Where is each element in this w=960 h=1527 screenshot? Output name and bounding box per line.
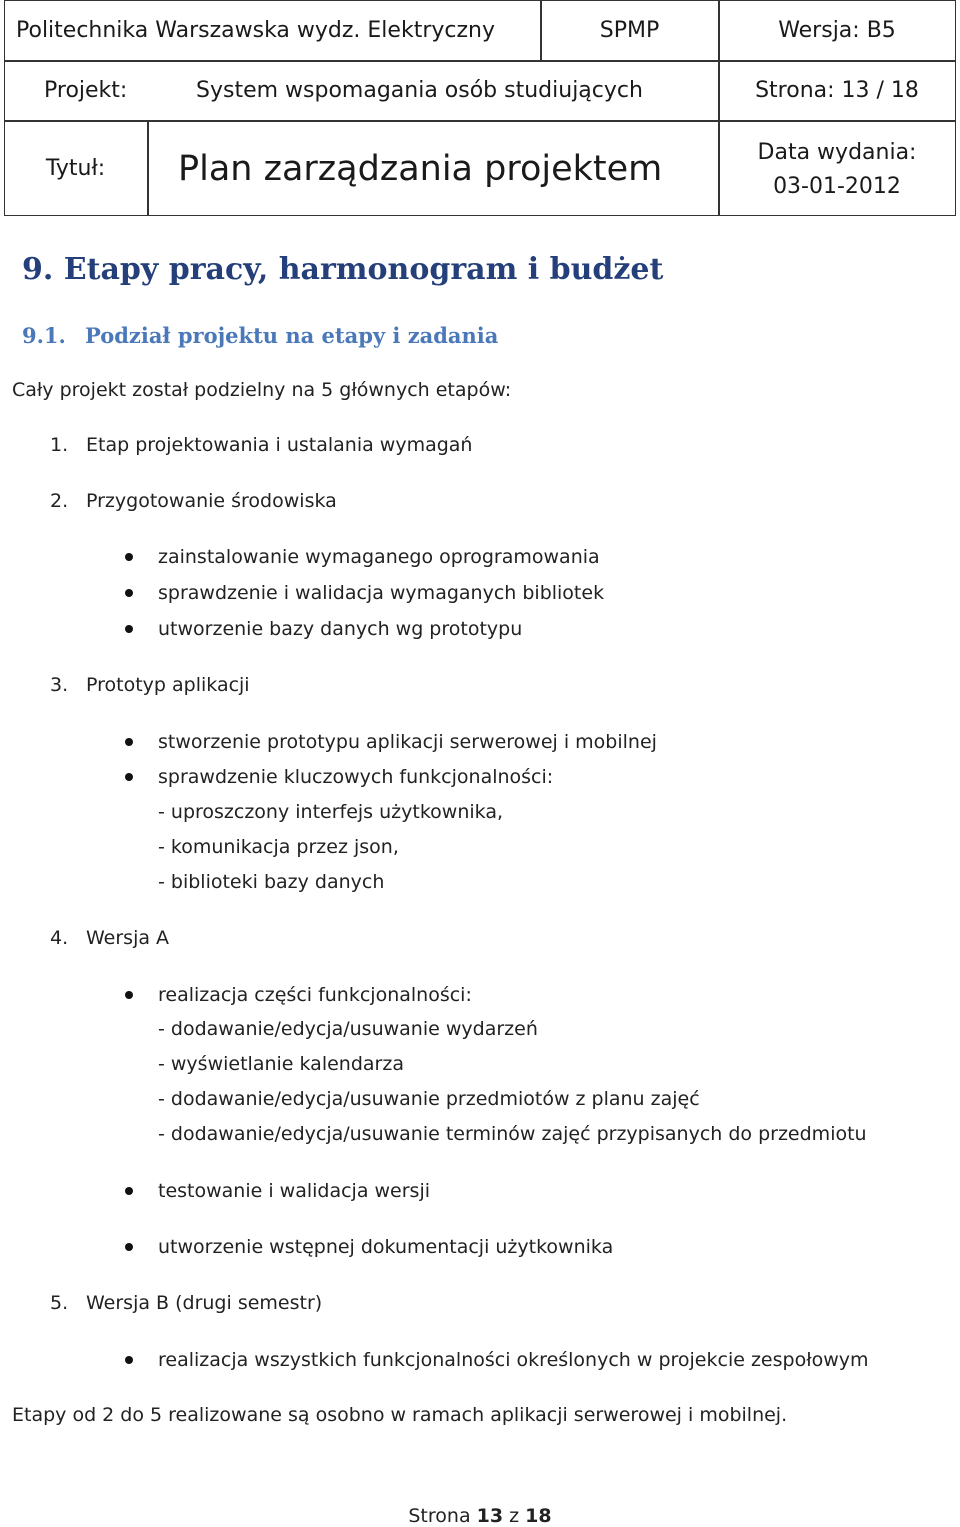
list-subitem: - komunikacja przez json, [158,836,399,858]
list-item: sprawdzenie kluczowych funkcjonalności: [158,766,554,788]
stage-number: 2. [50,490,69,512]
stage-label: Wersja A [86,927,170,949]
subsection-title: Podział projektu na etapy i zadania [85,323,499,348]
page-info: Strona: 13 / 18 [755,78,919,103]
intro-paragraph: Cały projekt został podzielny na 5 głównych etapów: [12,379,512,401]
footer-prefix: Strona [408,1505,471,1527]
issue-date: 03-01-2012 [773,173,901,199]
header-col-divider [147,120,149,216]
stage-number: 4. [50,927,69,949]
list-item: realizacja części funkcjonalności: [158,984,472,1006]
list-subitem: - biblioteki bazy danych [158,871,385,893]
bullet-icon [125,1187,133,1195]
title-label: Tytuł: [45,156,106,181]
list-item: sprawdzenie i walidacja wymaganych bibliotek [158,582,605,604]
list-subitem: - dodawanie/edycja/usuwanie terminów zajęć przypisanych do przedmiotu [158,1123,867,1145]
subsection-number: 9.1. [22,323,66,348]
list-item: testowanie i walidacja wersji [158,1180,431,1202]
list-item: zainstalowanie wymaganego oprogramowania [158,546,600,568]
institution-name: Politechnika Warszawska wydz. Elektryczny [16,17,495,43]
closing-paragraph: Etapy od 2 do 5 realizowane są osobno w ramach aplikacji serwerowej i mobilnej. [12,1404,788,1426]
stage-number: 5. [50,1292,69,1314]
bullet-icon [125,773,133,781]
stage-label: Wersja B (drugi semestr) [86,1292,323,1314]
project-label: Projekt: [44,78,128,103]
bullet-icon [125,991,133,999]
subsection-heading [22,323,498,348]
document-code: SPMP [599,17,660,43]
stage-label: Przygotowanie środowiska [86,490,337,512]
document-version: Wersja: B5 [778,17,896,43]
document-title: Plan zarządzania projektem [178,148,663,189]
bullet-icon [125,625,133,633]
bullet-icon [125,553,133,561]
list-subitem: - dodawanie/edycja/usuwanie przedmiotów z planu zajęć [158,1088,700,1110]
stage-number: 1. [50,434,69,456]
stage-number: 3. [50,674,69,696]
page-footer [0,1505,960,1527]
list-subitem: - dodawanie/edycja/usuwanie wydarzeń [158,1018,538,1040]
list-item: utworzenie wstępnej dokumentacji użytkownika [158,1236,614,1258]
footer-separator: z [509,1505,520,1527]
bullet-icon [125,738,133,746]
issue-date-label: Data wydania: [757,139,917,165]
list-item: realizacja wszystkich funkcjonalności określonych w projekcie zespołowym [158,1349,869,1371]
stage-label: Etap projektowania i ustalania wymagań [86,434,473,456]
bullet-icon [125,1243,133,1251]
footer-current-page: 13 [476,1505,504,1527]
list-item: stworzenie prototypu aplikacji serwerowej i mobilnej [158,731,657,753]
section-heading: 9. Etapy pracy, harmonogram i budżet [22,252,664,287]
stage-label: Prototyp aplikacji [86,674,250,696]
project-name: System wspomagania osób studiujących [196,78,643,103]
list-subitem: - wyświetlanie kalendarza [158,1053,404,1075]
bullet-icon [125,589,133,597]
footer-total-pages: 18 [525,1505,552,1527]
bullet-icon [125,1356,133,1364]
list-subitem: - uproszczony interfejs użytkownika, [158,801,503,823]
list-item: utworzenie bazy danych wg prototypu [158,618,523,640]
